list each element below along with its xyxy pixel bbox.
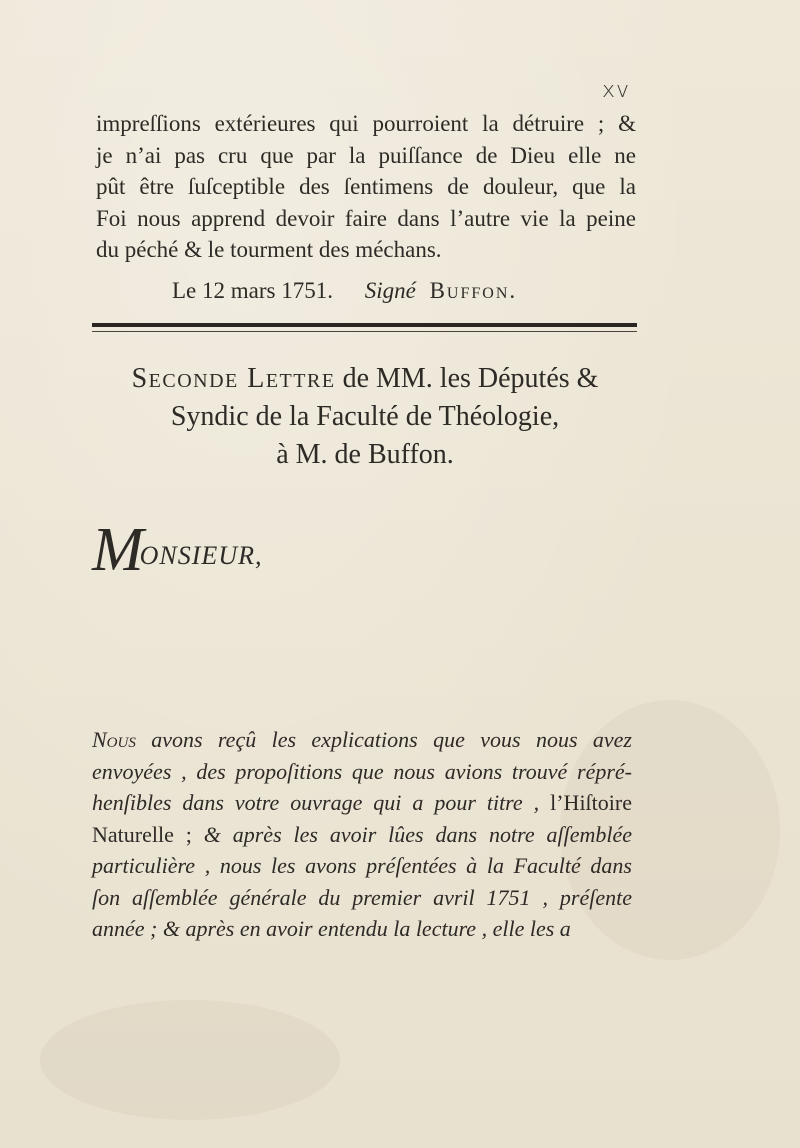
paper-stain [40, 1000, 340, 1120]
closing-paragraph [96, 108, 636, 266]
heading-rest: de MM. les Députés & [335, 363, 599, 394]
salutation [92, 516, 263, 584]
paragraph-line: pût être ſuſceptible des ſentimens de douleur, que la [96, 174, 636, 199]
letter-body [92, 724, 632, 945]
paragraph-line: impreſſions extérieures qui pourroient la détruire ; & [96, 111, 636, 136]
heading-line [80, 360, 650, 398]
letter-line: particulière , nous les avons préſentées à la Faculté dans [92, 853, 632, 878]
signature-signe: Signé [364, 278, 416, 303]
paragraph-line: Foi nous apprend devoir faire dans l’autre vie la peine [96, 205, 636, 231]
letter-line-text: Naturelle ; [92, 821, 192, 847]
signature-line [172, 278, 632, 304]
letter-line-text: & après les avoir lûes dans notre aſſemblée [191, 821, 632, 847]
letter-heading [80, 360, 650, 474]
heading-smallcaps: Seconde Lettre [131, 363, 336, 394]
heading-line: à M. de Buffon. [276, 439, 454, 470]
signature-name: Buffon. [429, 278, 518, 303]
paragraph-line: je n’ai pas cru que par la puiſſance de Dieu elle ne [96, 142, 636, 168]
letter-line [92, 819, 632, 851]
salutation-rest: ONSIEUR, [139, 541, 263, 570]
letter-line: envoyées , des propoſitions que nous avions trouvé répré- [92, 758, 632, 784]
letter-line: année ; & après en avoir entendu la lecture , elle les a [92, 916, 571, 941]
signature-date: Le 12 mars 1751. [172, 278, 333, 303]
heading-line: Syndic de la Faculté de Théologie, [170, 401, 560, 432]
letter-opening-word: Nous [92, 727, 136, 752]
letter-line-text: henſibles dans votre ouvrage qui a pour titre , [92, 790, 540, 815]
letter-line [92, 787, 632, 819]
letter-line-text: l’Hiſtoire [539, 790, 632, 815]
paragraph-line: du péché & le tourment des méchans. [96, 237, 442, 262]
letter-line-text: avons reçû les explications que vous nous avez [135, 727, 632, 752]
salutation-initial: M [92, 516, 144, 584]
page-number: xv [601, 78, 630, 103]
section-rule [92, 323, 637, 327]
letter-line [92, 724, 632, 756]
letter-line: ſon aſſemblée générale du premier avril 1751 , préſente [92, 884, 632, 910]
section-rule-thin [92, 331, 637, 332]
